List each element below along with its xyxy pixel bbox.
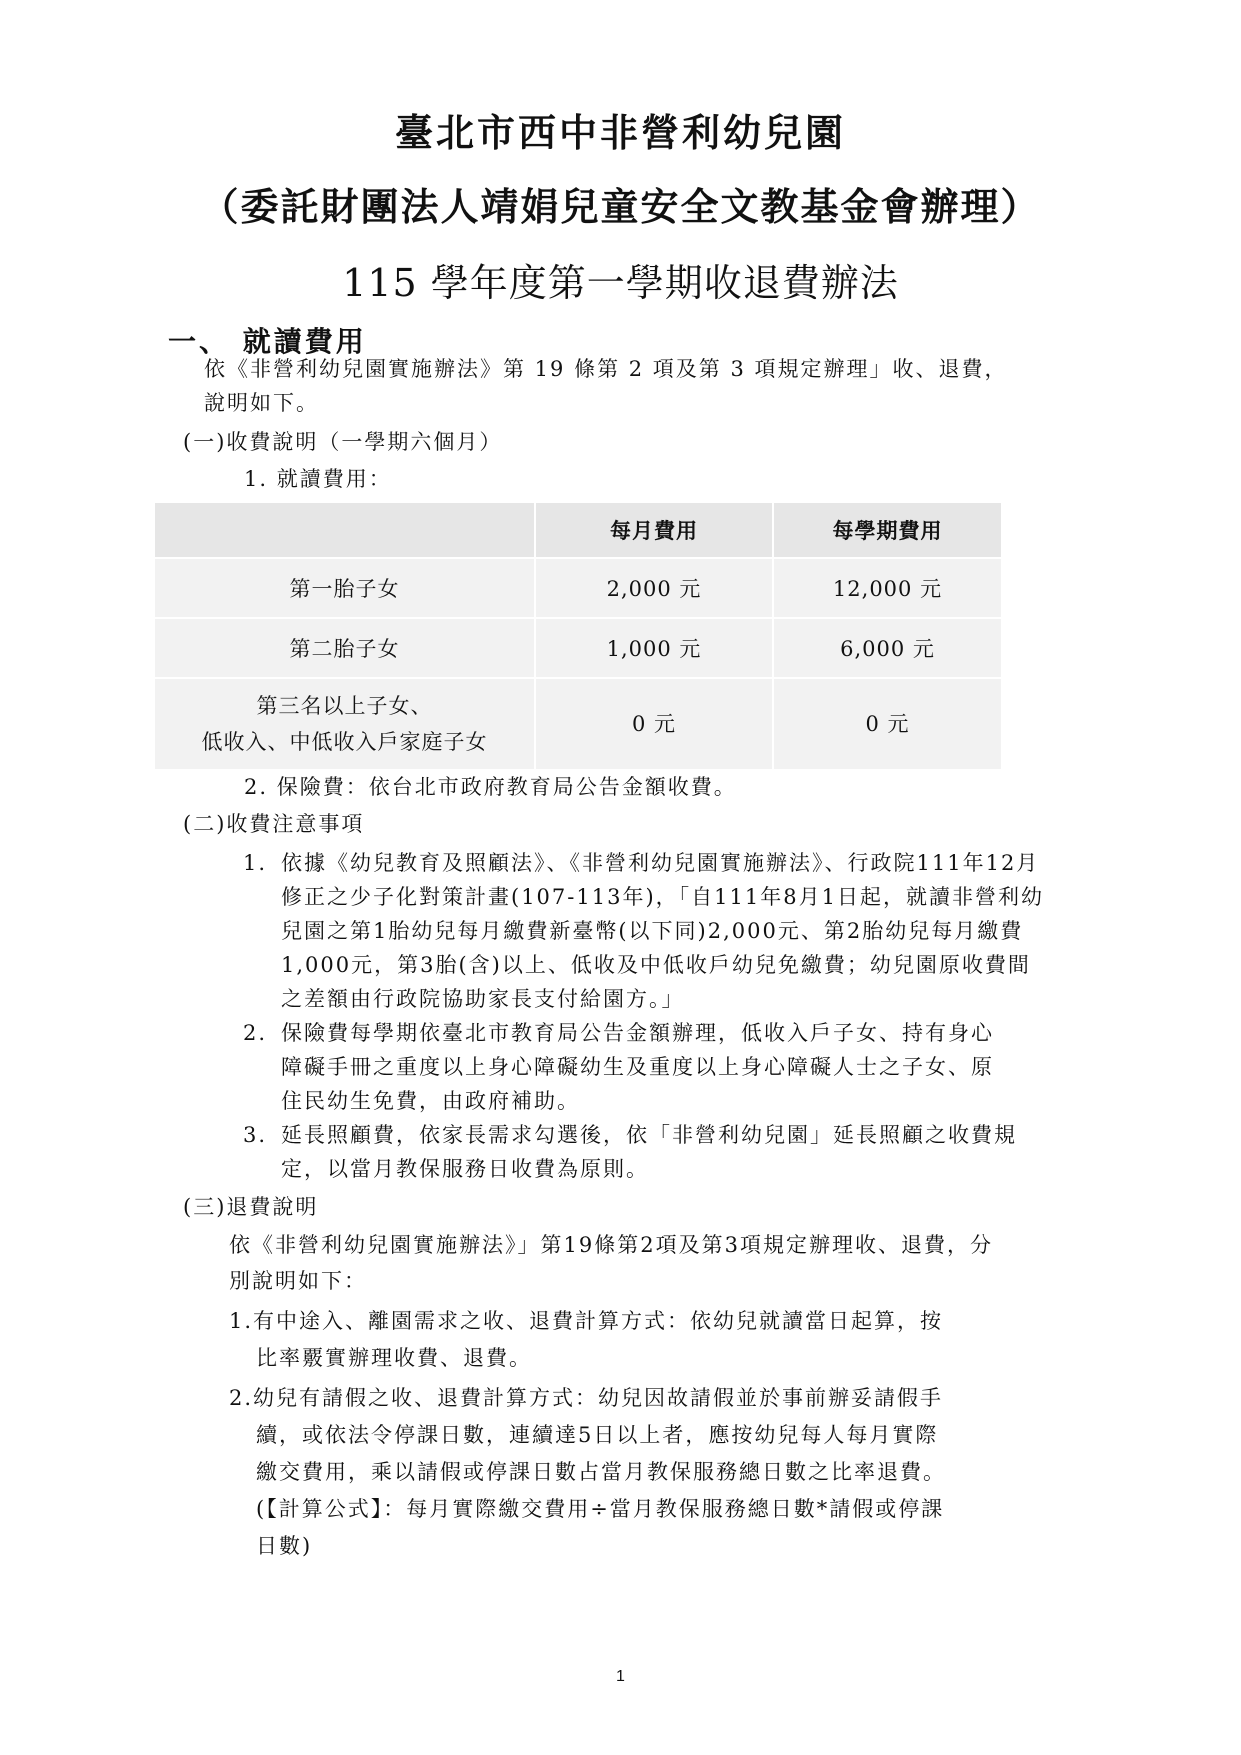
table-row bbox=[155, 618, 1002, 678]
table-cell: 第二胎子女 bbox=[155, 618, 535, 678]
table-cell-line: 第三名以上子女、 bbox=[256, 694, 433, 718]
list-number: 2. bbox=[243, 1021, 268, 1045]
intro-line: 依《非營利幼兒園實施辦法》第 19 條第 2 項及第 3 項規定辦理」收、退費， bbox=[204, 357, 1008, 381]
list-number: 1. bbox=[243, 851, 268, 875]
refund-item-line: 1.有中途入、離園需求之收、退費計算方式：依幼兒就讀當日起算，按 bbox=[229, 1309, 944, 1333]
list-number: 3. bbox=[243, 1123, 268, 1147]
note-line: 延長照顧費，依家長需求勾選後，依「非營利幼兒園」延長照顧之收費規 bbox=[281, 1123, 1017, 1147]
refund-item-line: 日數) bbox=[256, 1534, 313, 1558]
intro-line: 說明如下。 bbox=[204, 391, 319, 415]
refund-intro-line: 別說明如下： bbox=[229, 1269, 367, 1293]
note-line: 1,000元，第3胎(含)以上、低收及中低收戶幼兒免繳費；幼兒園原收費間 bbox=[281, 953, 1031, 977]
table-header-cell: 每學期費用 bbox=[773, 503, 1002, 558]
page-subtitle: （委託財團法人靖娟兒童安全文教基金會辦理） bbox=[200, 184, 1041, 229]
list-item: 2. 保險費：依台北市政府教育局公告金額收費。 bbox=[244, 775, 737, 799]
table-row bbox=[155, 558, 1002, 618]
refund-intro-line: 依《非營利幼兒園實施辦法》」第19條第2項及第3項規定辦理收、退費，分 bbox=[229, 1233, 993, 1257]
refund-item-line: 繳交費用，乘以請假或停課日數占當月教保服務總日數之比率退費。 bbox=[256, 1460, 946, 1484]
note-line: 兒園之第1胎幼兒每月繳費新臺幣(以下同)2,000元、第2胎幼兒每月繳費 bbox=[281, 919, 1024, 943]
section-heading: 一、 就讀費用 bbox=[168, 325, 367, 358]
note-line: 修正之少子化對策計畫(107-113年)，「自111年8月1日起，就讀非營利幼 bbox=[281, 885, 1044, 909]
subsection-heading: (二)收費注意事項 bbox=[183, 812, 365, 836]
document-title: 115 學年度第一學期收退費辦法 bbox=[342, 261, 899, 305]
note-line: 住民幼生免費，由政府補助。 bbox=[281, 1089, 580, 1113]
table-cell: 2,000 元 bbox=[535, 558, 773, 618]
table-cell-line: 低收入、中低收入戶家庭子女 bbox=[201, 730, 488, 754]
table-cell: 1,000 元 bbox=[535, 618, 773, 678]
subsection-heading: (三)退費說明 bbox=[183, 1195, 319, 1219]
table-cell: 6,000 元 bbox=[773, 618, 1002, 678]
note-line: 障礙手冊之重度以上身心障礙幼生及重度以上身心障礙人士之子女、原 bbox=[281, 1055, 994, 1079]
page-title: 臺北市西中非營利幼兒園 bbox=[394, 110, 846, 155]
table-cell: 第一胎子女 bbox=[155, 558, 535, 618]
note-line: 之差額由行政院協助家長支付給園方。」 bbox=[281, 987, 685, 1011]
table-cell bbox=[155, 678, 535, 770]
list-item: 1. 就讀費用： bbox=[244, 467, 392, 491]
note-line: 依據《幼兒教育及照顧法》、《非營利幼兒園實施辦法》、行政院111年12月 bbox=[281, 851, 1040, 875]
table-cell: 12,000 元 bbox=[773, 558, 1002, 618]
refund-item-line: 續，或依法令停課日數，連續達5日以上者，應按幼兒每人每月實際 bbox=[256, 1423, 939, 1447]
table-row bbox=[155, 678, 1002, 770]
table-header-cell: 每月費用 bbox=[535, 503, 773, 558]
refund-item-line: (【計算公式】：每月實際繳交費用÷當月教保服務總日數*請假或停課 bbox=[256, 1497, 945, 1521]
table-cell: 0 元 bbox=[535, 678, 773, 770]
note-line: 定，以當月教保服務日收費為原則。 bbox=[281, 1157, 649, 1181]
note-line: 保險費每學期依臺北市教育局公告金額辦理，低收入戶子女、持有身心 bbox=[281, 1021, 994, 1045]
table-cell: 0 元 bbox=[773, 678, 1002, 770]
fee-table bbox=[155, 503, 1003, 771]
refund-item-line: 2.幼兒有請假之收、退費計算方式：幼兒因故請假並於事前辦妥請假手 bbox=[229, 1386, 944, 1410]
table-header-row bbox=[155, 503, 1002, 558]
table-header-cell bbox=[155, 503, 535, 558]
subsection-heading: (一)收費說明（一學期六個月） bbox=[183, 430, 503, 454]
refund-item-line: 比率覈實辦理收費、退費。 bbox=[256, 1346, 532, 1370]
page-number: 1 bbox=[616, 1668, 625, 1685]
